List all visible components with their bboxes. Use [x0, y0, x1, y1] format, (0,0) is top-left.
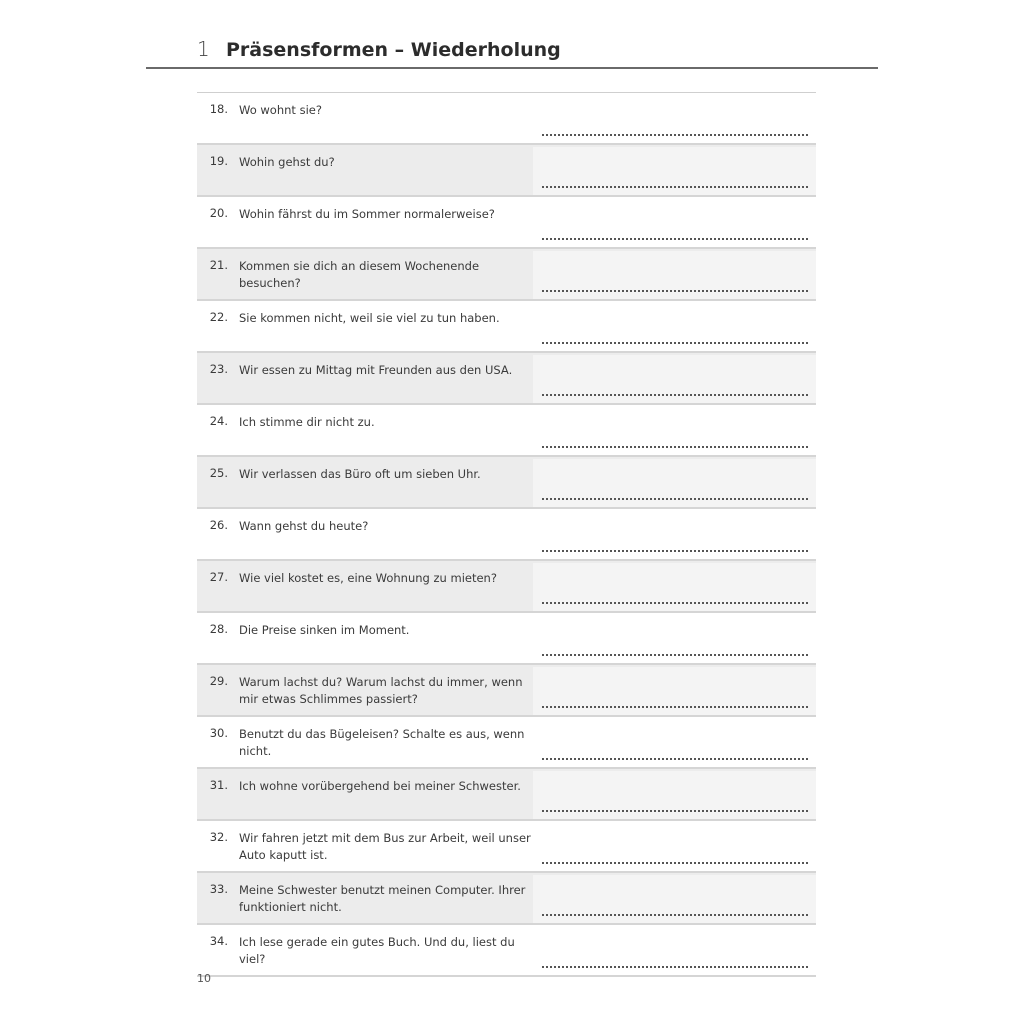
answer-line[interactable]	[542, 186, 808, 188]
item-sentence: Wir essen zu Mittag mit Freunden aus den USA.	[239, 363, 513, 377]
exercise-row-29	[197, 665, 816, 717]
answer-line[interactable]	[542, 446, 808, 448]
answer-line[interactable]	[542, 862, 808, 864]
item-sentence: Sie kommen nicht, weil sie viel zu tun haben.	[239, 311, 500, 325]
exercise-row-33	[197, 873, 816, 925]
answer-line[interactable]	[542, 706, 808, 708]
item-sentence: Wir verlassen das Büro oft um sieben Uhr.	[239, 467, 481, 481]
item-sentence: Wohin gehst du?	[239, 155, 335, 169]
item-sentence: Wo wohnt sie?	[239, 103, 322, 117]
item-sentence: Kommen sie dich an diesem Wochenende besuchen?	[239, 259, 480, 290]
page-number: 10	[197, 972, 211, 985]
exercise-row-30	[197, 717, 816, 769]
item-number: 19.	[209, 154, 228, 168]
answer-line[interactable]	[542, 966, 808, 968]
chapter-title: Präsensformen – Wiederholung	[226, 39, 561, 61]
item-sentence: Warum lachst du? Warum lachst du immer, wenn mir etwas Schlimmes passiert?	[239, 675, 523, 706]
exercise-row-20	[197, 197, 816, 249]
item-sentence: Wir fahren jetzt mit dem Bus zur Arbeit, weil unser Auto kaputt ist.	[239, 831, 531, 862]
answer-line[interactable]	[542, 498, 808, 500]
exercise-row-23	[197, 353, 816, 405]
answer-line[interactable]	[542, 238, 808, 240]
item-sentence: Die Preise sinken im Moment.	[239, 623, 410, 637]
exercise-row-24	[197, 405, 816, 457]
exercise-row-28	[197, 613, 816, 665]
answer-line[interactable]	[542, 342, 808, 344]
answer-line[interactable]	[542, 394, 808, 396]
item-number: 27.	[209, 570, 228, 584]
page-header	[146, 36, 878, 69]
item-sentence: Wann gehst du heute?	[239, 519, 369, 533]
exercise-row-18	[197, 93, 816, 145]
answer-line[interactable]	[542, 550, 808, 552]
item-number: 21.	[209, 258, 228, 272]
item-number: 31.	[209, 778, 228, 792]
exercise-row-26	[197, 509, 816, 561]
exercise-row-19	[197, 145, 816, 197]
exercise-row-32	[197, 821, 816, 873]
item-number: 28.	[209, 622, 228, 636]
answer-line[interactable]	[542, 134, 808, 136]
item-sentence: Ich lese gerade ein gutes Buch. Und du, liest du viel?	[239, 935, 515, 966]
answer-line[interactable]	[542, 654, 808, 656]
exercise-table	[197, 92, 816, 977]
answer-line[interactable]	[542, 290, 808, 292]
item-sentence: Meine Schwester benutzt meinen Computer. Ihrer funktioniert nicht.	[239, 883, 526, 914]
item-number: 29.	[209, 674, 228, 688]
item-number: 34.	[209, 934, 228, 948]
item-number: 22.	[209, 310, 228, 324]
item-number: 33.	[209, 882, 228, 896]
item-number: 20.	[209, 206, 228, 220]
item-number: 24.	[209, 414, 228, 428]
item-number: 23.	[209, 362, 228, 376]
answer-line[interactable]	[542, 758, 808, 760]
item-sentence: Wie viel kostet es, eine Wohnung zu mieten?	[239, 571, 497, 585]
chapter-number: 1	[197, 37, 210, 61]
item-sentence: Benutzt du das Bügeleisen? Schalte es aus, wenn nicht.	[239, 727, 525, 758]
item-number: 32.	[209, 830, 228, 844]
item-number: 25.	[209, 466, 228, 480]
exercise-row-21	[197, 249, 816, 301]
item-number: 26.	[209, 518, 228, 532]
item-sentence: Wohin fährst du im Sommer normalerweise?	[239, 207, 495, 221]
answer-line[interactable]	[542, 602, 808, 604]
exercise-row-31	[197, 769, 816, 821]
item-sentence: Ich stimme dir nicht zu.	[239, 415, 375, 429]
exercise-row-34	[197, 925, 816, 977]
item-number: 18.	[209, 102, 228, 116]
item-number: 30.	[209, 726, 228, 740]
exercise-row-27	[197, 561, 816, 613]
exercise-row-25	[197, 457, 816, 509]
answer-line[interactable]	[542, 914, 808, 916]
item-sentence: Ich wohne vorübergehend bei meiner Schwester.	[239, 779, 521, 793]
answer-line[interactable]	[542, 810, 808, 812]
exercise-row-22	[197, 301, 816, 353]
